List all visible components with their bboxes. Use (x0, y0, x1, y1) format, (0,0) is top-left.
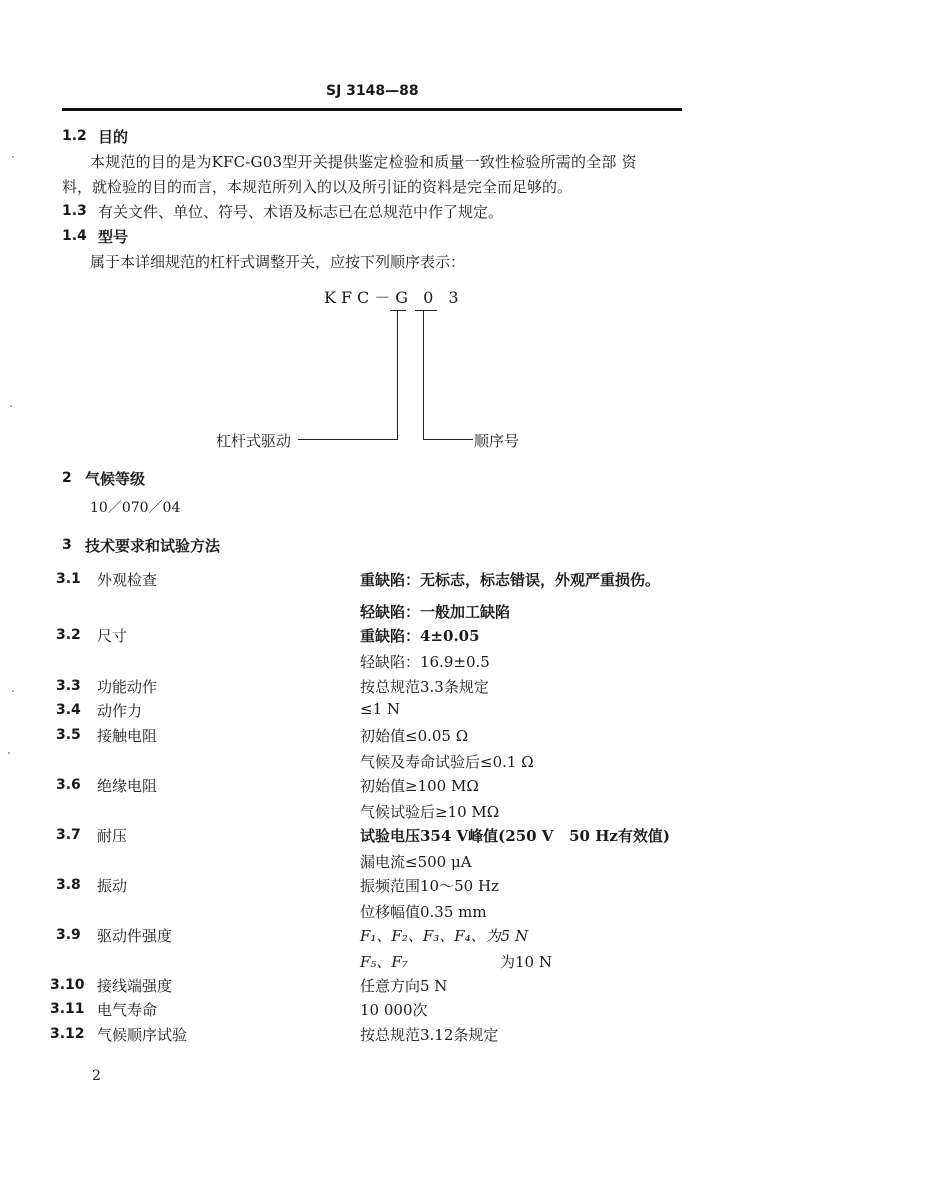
item-3-2-number: 3.2 (56, 627, 81, 643)
item-3-10-number: 3.10 (50, 977, 85, 993)
item-3-8-number: 3.8 (56, 877, 81, 893)
item-3-5-label: 接触电阻 (97, 727, 158, 745)
climate-category-value: 10／070／04 (90, 500, 181, 516)
item-3-7-number: 3.7 (56, 827, 81, 843)
item-3-2-label: 尺寸 (97, 627, 128, 645)
bracket-left-stem (397, 310, 398, 440)
item-3-7-spec: 试验电压354 V峰值(250 V 50 Hz有效值) (360, 827, 670, 845)
item-3-9-label: 驱动件强度 (97, 927, 173, 945)
item-3-6-spec: 初始值≥100 MΩ (360, 777, 479, 795)
item-3-10-label: 接线端强度 (97, 977, 173, 995)
scan-speck (12, 690, 14, 692)
section-1-4-number: 1.4 (62, 228, 87, 244)
item-3-9-spec: F₁、F₂、F₃、F₄、为5 N (360, 927, 529, 945)
item-3-1-number: 3.1 (56, 571, 81, 587)
item-3-1-spec: 重缺陷：无标志，标志错误，外观严重损伤。 (360, 571, 661, 589)
item-3-5-spec: 初始值≤0.05 Ω (360, 727, 469, 745)
leader-right (423, 439, 473, 440)
section-2-number: 2 (62, 470, 72, 486)
scan-speck (10, 405, 12, 407)
item-3-2-spec-2: 轻缺陷：16.9±0.5 (360, 653, 490, 671)
item-3-6-number: 3.6 (56, 777, 81, 793)
section-1-3-text: 有关文件、单位、符号、术语及标志已在总规范中作了规定。 (98, 203, 504, 221)
section-1-4-title: 型号 (98, 228, 129, 246)
item-3-6-label: 绝缘电阻 (97, 777, 158, 795)
item-3-8-label: 振动 (97, 877, 128, 895)
item-3-2-spec: 重缺陷：4±0.05 (360, 627, 480, 645)
item-3-9-spec-2-value: 为10 N (500, 953, 552, 971)
item-3-3-spec: 按总规范3.3条规定 (360, 678, 489, 696)
bracket-left-top (390, 310, 406, 311)
section-3-title: 技术要求和试验方法 (85, 537, 221, 555)
item-3-11-number: 3.11 (50, 1001, 85, 1017)
item-3-3-label: 功能动作 (97, 678, 158, 696)
section-1-2-line1: 本规范的目的是为KFC-G03型开关提供鉴定检验和质量一致性检验所需的全部 资 (90, 153, 637, 171)
item-3-7-spec-2: 漏电流≤500 μA (360, 853, 472, 871)
item-3-5-spec-2: 气候及寿命试验后≤0.1 Ω (360, 753, 534, 771)
diagram-left-label: 杠杆式驱动 (216, 432, 292, 450)
item-3-4-label: 动作力 (97, 702, 143, 720)
page-number: 2 (92, 1068, 101, 1084)
item-3-10-spec: 任意方向5 N (360, 977, 448, 995)
item-3-1-label: 外观检查 (97, 571, 158, 589)
item-3-11-spec: 10 000次 (360, 1001, 428, 1019)
model-designation: KFC－G 0 3 (324, 288, 464, 307)
item-3-8-spec: 振频范围10～50 Hz (360, 877, 499, 895)
item-3-3-number: 3.3 (56, 678, 81, 694)
item-3-7-label: 耐压 (97, 827, 128, 845)
section-3-number: 3 (62, 537, 72, 553)
bracket-right-top (415, 310, 437, 311)
header-rule (62, 108, 682, 111)
item-3-6-spec-2: 气候试验后≥10 MΩ (360, 803, 500, 821)
item-3-12-number: 3.12 (50, 1026, 85, 1042)
document-code: SJ 3148—88 (326, 83, 419, 99)
item-3-5-number: 3.5 (56, 727, 81, 743)
item-3-8-spec-2: 位移幅值0.35 mm (360, 903, 487, 921)
section-1-3-number: 1.3 (62, 203, 87, 219)
section-1-2-line2: 料，就检验的目的而言，本规范所列入的以及所引证的资料是完全而足够的。 (62, 178, 573, 196)
section-1-2-number: 1.2 (62, 128, 87, 144)
item-3-11-label: 电气寿命 (97, 1001, 158, 1019)
scan-speck (12, 156, 14, 158)
item-3-12-spec: 按总规范3.12条规定 (360, 1026, 499, 1044)
item-3-12-label: 气候顺序试验 (97, 1026, 188, 1044)
scan-speck (8, 752, 10, 754)
item-3-4-number: 3.4 (56, 702, 81, 718)
section-2-title: 气候等级 (85, 470, 146, 488)
leader-left (298, 439, 398, 440)
item-3-9-number: 3.9 (56, 927, 81, 943)
item-3-9-spec-2: F₅、F₇ (360, 953, 408, 971)
section-1-2-title: 目的 (98, 128, 129, 146)
diagram-right-label: 顺序号 (474, 432, 520, 450)
item-3-1-spec-2: 轻缺陷：一般加工缺陷 (360, 603, 511, 621)
item-3-4-spec: ≤1 N (360, 700, 401, 718)
bracket-right-stem (423, 310, 424, 440)
section-1-4-text: 属于本详细规范的杠杆式调整开关，应按下列顺序表示： (90, 253, 466, 271)
